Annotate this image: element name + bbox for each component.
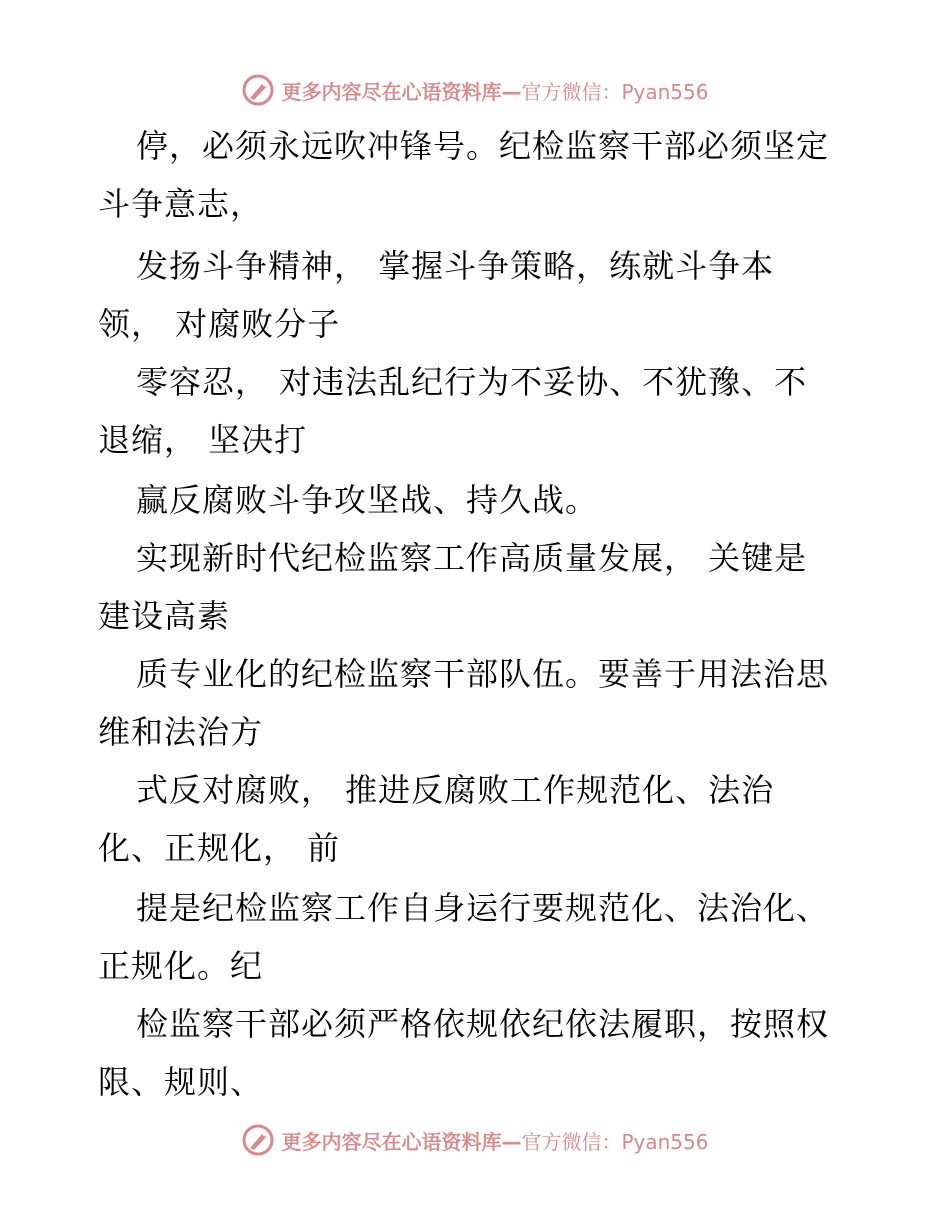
text-line: 化、正规化， 前	[98, 829, 341, 867]
pen-circle-logo-icon	[241, 73, 275, 107]
text-line: 检监察干部必须严格依规依纪依法履职，按照权	[136, 1005, 830, 1043]
text-line: 限、规则、	[98, 1063, 264, 1101]
text-line: 赢反腐败斗争攻坚战、持久战。	[136, 481, 599, 519]
watermark-main: 更多内容尽在心语资料库	[281, 1129, 502, 1154]
text-line: 式反对腐败， 推进反腐败工作规范化、法治	[136, 771, 775, 809]
text-line: 零容忍， 对违法乱纪行为不妥协、不犹豫、不	[136, 363, 808, 401]
text-line: 退缩， 坚决打	[98, 421, 308, 459]
watermark-dash: —	[501, 79, 522, 104]
text-line: 实现新时代纪检监察工作高质量发展， 关键是	[136, 539, 808, 577]
text-line: 建设高素	[98, 597, 231, 635]
text-line: 提是纪检监察工作自身运行要规范化、法治化、	[136, 889, 830, 927]
text-line: 质专业化的纪检监察干部队伍。要善于用法治思	[136, 655, 830, 693]
watermark-dash: —	[501, 1129, 522, 1154]
text-line: 发扬斗争精神， 掌握斗争策略，练就斗争本	[136, 247, 775, 285]
watermark-wechat: 官方微信：Pyan556	[521, 79, 709, 104]
footer-watermark-banner	[0, 1120, 950, 1160]
header-watermark-banner	[0, 70, 950, 110]
watermark-wechat: 官方微信：Pyan556	[521, 1129, 709, 1154]
text-line: 斗争意志，	[98, 185, 264, 223]
watermark-main: 更多内容尽在心语资料库	[281, 79, 502, 104]
text-line: 领， 对腐败分子	[98, 305, 341, 343]
watermark-text	[281, 76, 708, 105]
pen-circle-logo-icon	[241, 1123, 275, 1157]
text-line: 停，必须永远吹冲锋号。纪检监察干部必须坚定	[136, 127, 830, 165]
watermark-text	[281, 1126, 708, 1155]
text-line: 维和法治方	[98, 713, 264, 751]
text-line: 正规化。纪	[98, 947, 264, 985]
